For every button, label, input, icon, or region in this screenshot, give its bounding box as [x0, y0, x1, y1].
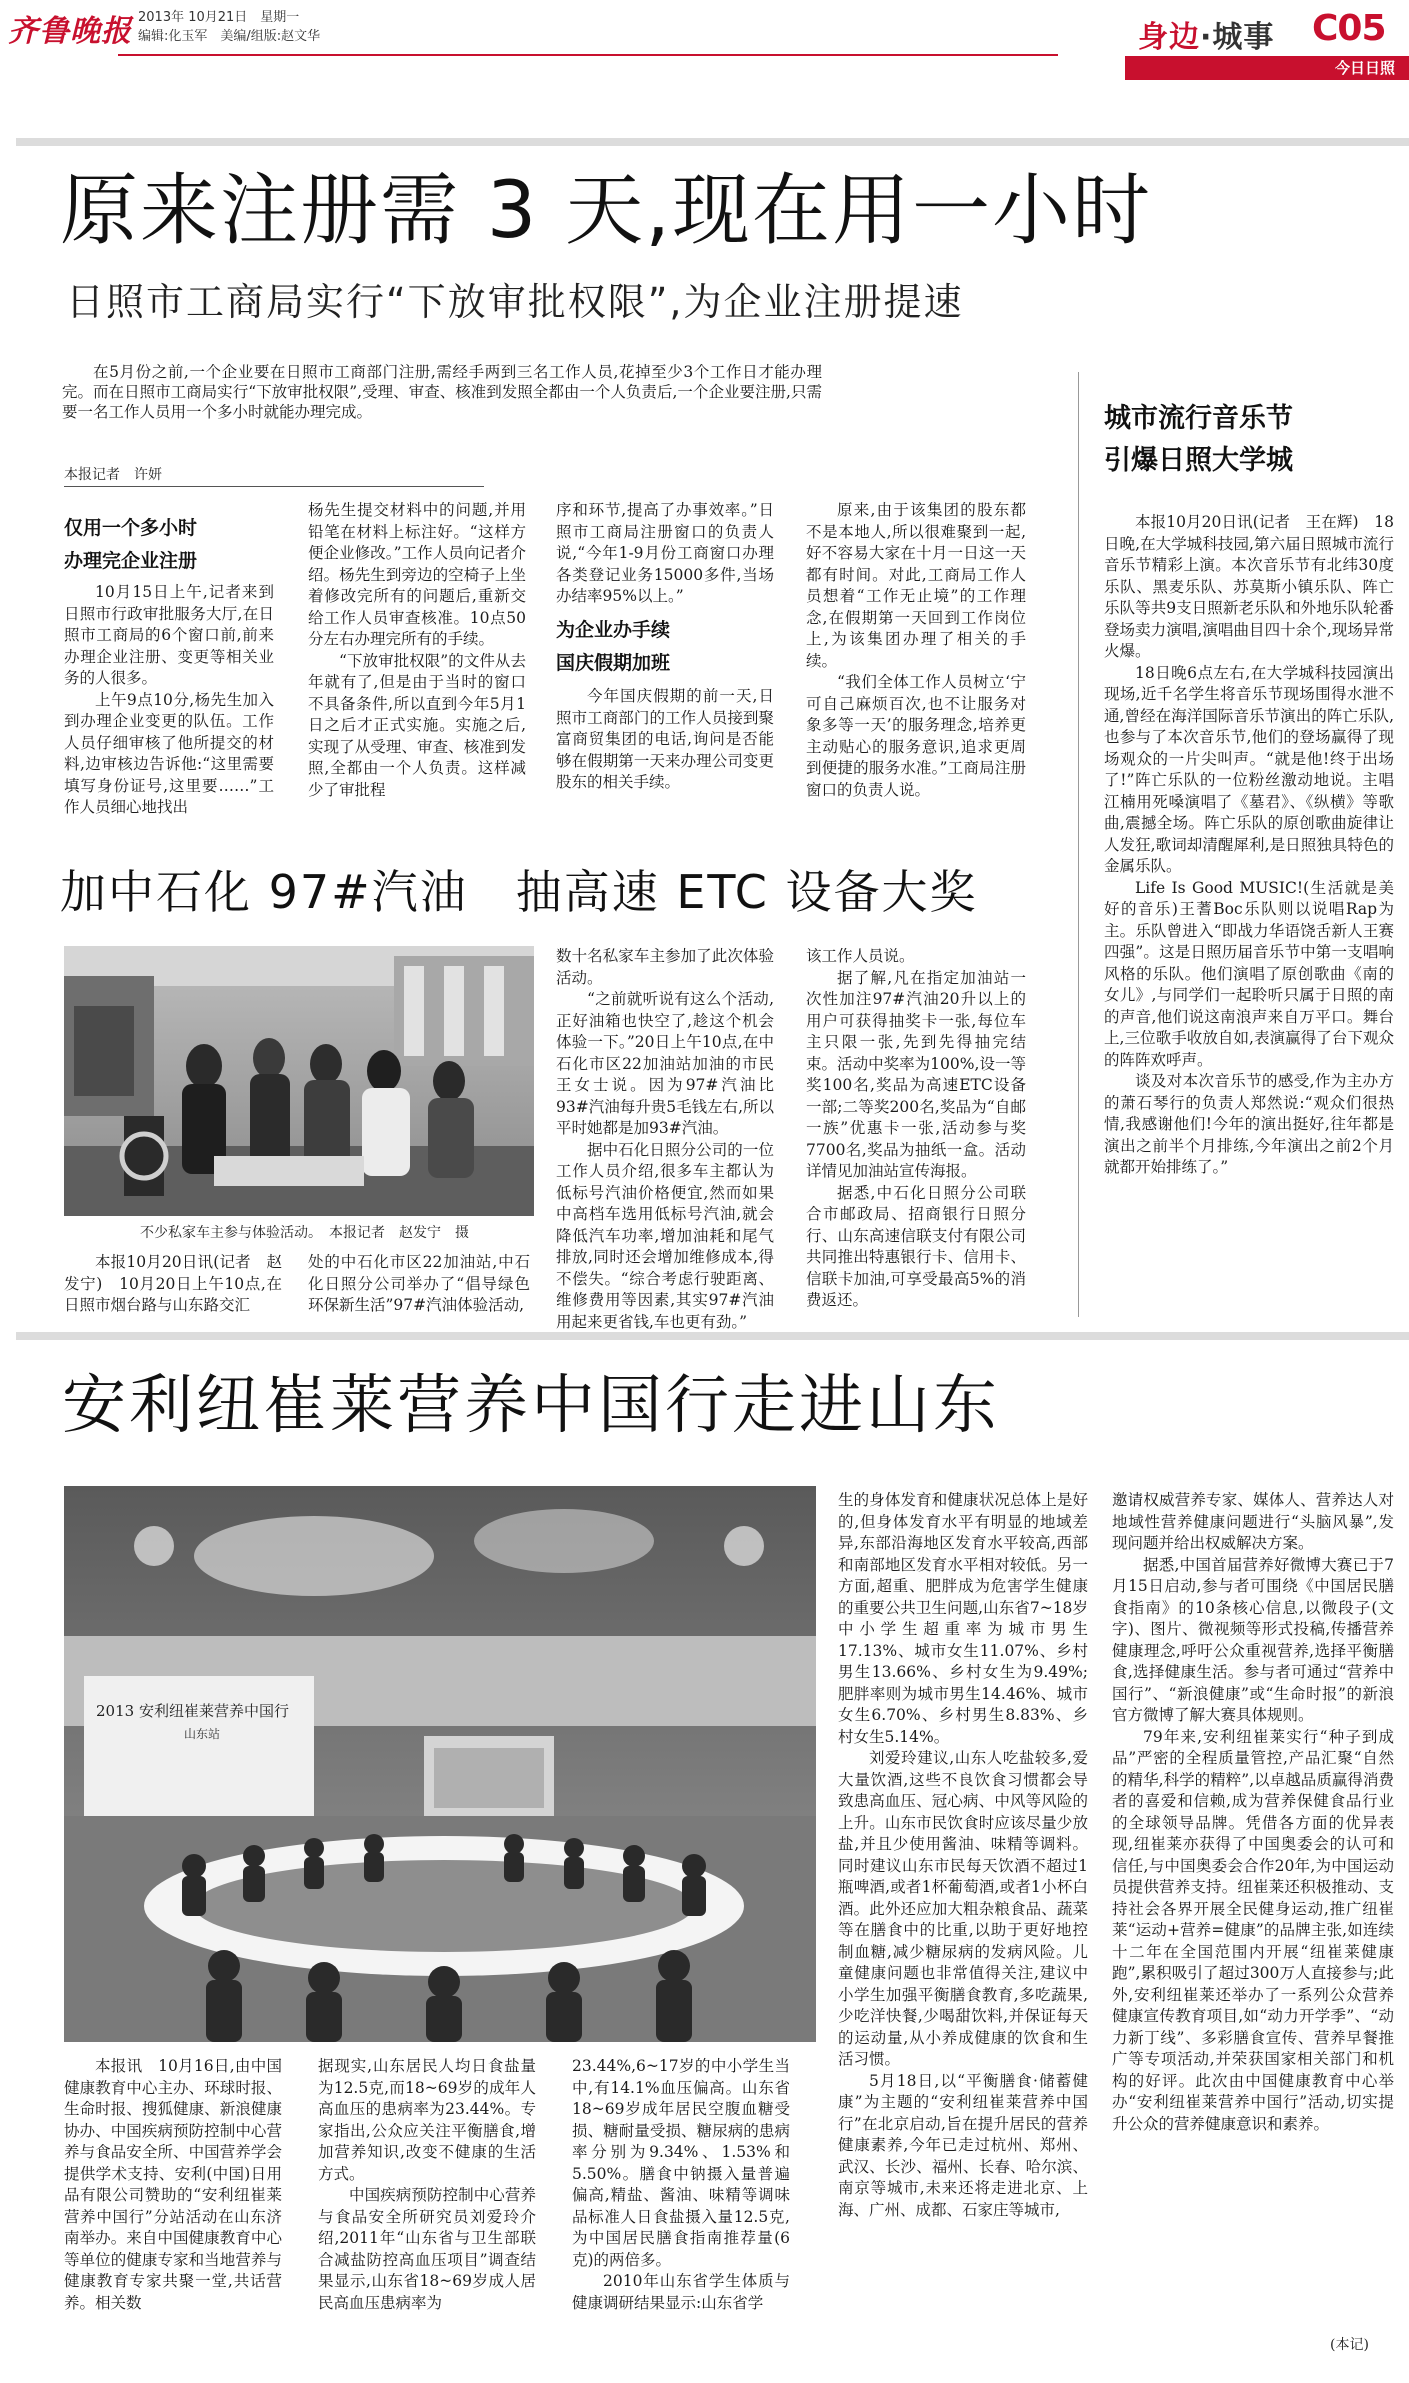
subhead1-line1: 仅用一个多小时: [64, 517, 198, 539]
subhead1-line2: 办理完企业注册: [64, 550, 198, 572]
article1-col2: [308, 500, 526, 812]
article3-col1: [64, 2056, 282, 2326]
paragraph: 邀请权威营养专家、媒体人、营养达人对地域性营养健康问题进行“头脑风暴”,发现问题并给出权威解决方案。: [1112, 1491, 1394, 1552]
paragraph: “我们全体工作人员树立‘宁可自己麻烦百次,也不让服务对象多等一天’的服务理念,培养更主动贴心的服务意识,追求更周到便捷的服务水准。”工商局注册窗口的负责人说。: [806, 673, 1026, 799]
paragraph: 据了解,凡在指定加油站一次性加注97#汽油20升以上的用户可获得抽奖卡一张,每位车主只限一张,先到先得抽完结束。活动中奖率为100%,设一等奖100名,奖品为高速ETC设备一部;二等奖200名,奖品为“自邮一族”优惠卡一张,活动参与奖7700名,奖品为抽纸一盒。活动详情见加油站宣传海报。: [806, 968, 1026, 1180]
conference-banner-text: 2013 安利纽崔莱营养中国行: [96, 1702, 289, 1720]
paragraph: Life Is Good MUSIC!(生活就是美好的音乐)王蓍Boc乐队则以说唱Rap为主。乐队曾进入“即战力华语饶舌新人王赛四强”。这是日照历届音乐节中第一支唱响风格的乐队。他们演唱了原创歌曲《南的女儿》,与同学们一起聆听只属于日照的南的声音,他们说这南浪声来自万平口。舞台上,三位歌手收放自如,表演赢得了台下观众的阵阵欢呼声。: [1104, 878, 1394, 1069]
paragraph: 数十名私家车主参加了此次体验活动。: [556, 947, 774, 987]
paragraph: 2010年山东省学生体质与健康调研结果显示:山东省学: [572, 2272, 790, 2312]
article2-photo: [64, 946, 534, 1216]
article1-lead-text: 在5月份之前,一个企业要在日照市工商部门注册,需经手两到三名工作人员,花掉至少3个工作日才能办理完。而在日照市工商局实行“下放审批权限”,受理、审查、核准到发照全都由一个人负责后,一个企业要注册,只需要一名工作人员用一个多小时就能办理完成。: [62, 363, 822, 421]
paragraph: “之前就听说有这么个活动,正好油箱也快空了,趁这个机会体验一下。”20日上午10点,在中石化市区22加油站加油的市民王女士说。因为97#汽油比93#汽油每升贵5毛钱左右,所以平时她都是加93#汽油。: [556, 990, 774, 1137]
issue-date: 2013年 10月21日 星期一: [138, 10, 300, 25]
paragraph: 处的中石化市区22加油站,中石化日照分公司举办了“倡导绿色环保新生活”97#汽油体验活动,: [308, 1253, 530, 1314]
paragraph: 刘爱玲建议,山东人吃盐较多,爱大量饮酒,这些不良饮食习惯都会导致患高血压、冠心病、中风等风险的上升。山东市民饮食时应该尽量少放盐,并且少使用酱油、味精等调料。同时建议山东市民每天饮酒不超过1瓶啤酒,或者1杯葡萄酒,或者1小杯白酒。此外还应加大粗杂粮食品、蔬菜等在膳食中的比重,以助于更好地控制血糖,减少糖尿病的发病风险。儿童健康问题也非常值得关注,建议中小学生加强平衡膳食教育,多吃蔬果,少吃洋快餐,少喝甜饮料,并保证每天的运动量,从小养成健康的饮食和生活习惯。: [838, 1749, 1088, 2068]
article1-subtitle: 日照市工商局实行“下放审批权限”,为企业注册提速: [66, 280, 964, 324]
paragraph: 谈及对本次音乐节的感受,作为主办方的萧石琴行的负责人郑然说:“观众们很热情,我感谢他们!今年的演出挺好,往年都是演出之前半个月排练,今年演出之前2个月就都开始排练了。”: [1104, 1072, 1394, 1176]
section-name: [1138, 12, 1274, 56]
section-dot: ·: [1200, 20, 1213, 55]
paragraph: 据现实,山东居民人均日食盐量为12.5克,而18~69岁的成年人高血压的患病率为23.44%。专家指出,公众应关注平衡膳食,增加营养知识,改变不健康的生活方式。: [318, 2057, 536, 2183]
sidebar-title-line1: 城市流行音乐节: [1104, 403, 1293, 434]
paragraph: 本报10月20日讯(记者 赵发宁) 10月20日上午10点,在日照市烟台路与山东路交汇: [64, 1253, 282, 1314]
section-sub: 城事: [1212, 20, 1275, 55]
paragraph: 杨先生提交材料中的问题,并用铅笔在材料上标注好。“这样方便企业修改。”工作人员向记者介绍。杨先生到旁边的空椅子上坐着修改完所有的问题后,重新交给工作人员审查核准。10点50分左右办理完所有的手续。: [308, 501, 526, 648]
sidebar-body: [1104, 512, 1394, 1318]
article2-col4: [806, 946, 1026, 1318]
paragraph: “下放审批权限”的文件从去年就有了,但是由于当时的窗口不具备条件,所以直到今年5月1日之后才正式实施。实施之后,实现了从受理、审查、核准到发照,全都由一个人负责。这样减少了审批程: [308, 651, 526, 799]
section-divider: [16, 138, 1409, 146]
paragraph: 据悉,中国首届营养好微博大赛已于7月15日启动,参与者可围绕《中国居民膳食指南》的10条核心信息,以微段子(文字)、图片、微视频等形式投稿,传播营养健康理念,呼吁公众重视营养,选择平衡膳食,选择健康生活。参与者可通过“营养中国行”、“新浪健康”或“生命时报”的新浪官方微博了解大赛具体规则。: [1112, 1555, 1394, 1724]
paragraph: 上午9点10分,杨先生加入到办理企业变更的队伍。工作人员仔细审核了他所提交的材料,边审核边告诉他:“这里需要填写身份证号,这里要……”工作人员细心地找出: [64, 690, 274, 816]
sub-section-tag: 今日日照: [1125, 56, 1409, 80]
sidebar-rule: [1078, 372, 1079, 1317]
article2-col3: [556, 946, 774, 1331]
article3-col2: [318, 2056, 536, 2326]
section-divider: [16, 1332, 1409, 1340]
article3-photo: [64, 1486, 816, 2042]
paragraph: 据中石化日照分公司的一位工作人员介绍,很多车主都认为低标号汽油价格便宜,然而如果中高档车选用低标号汽油,就会降低汽车功率,增加油耗和尾气排放,同时还会增加维修成本,得不偿失。“综合考虑行驶距离、维修费用等因素,其实97#汽油用起来更省钱,车也更有劲。”: [556, 1140, 774, 1331]
paragraph: 该工作人员说。: [806, 947, 915, 965]
paragraph: 18日晚6点左右,在大学城科技园演出现场,近千名学生将音乐节现场围得水泄不通,曾经在海洋国际音乐节演出的阵亡乐队,也参与了本次音乐节,他们的登场赢得了现场观众的一片尖叫声。“就是他!终于出场了!”阵亡乐队的一位粉丝激动地说。主唱江楠用死嗓演唱了《墓君》、《纵横》等歌曲,震撼全场。阵亡乐队的原创歌曲旋律让人发狂,歌词却清醒犀利,是日照独具特色的金属乐队。: [1104, 663, 1394, 875]
paragraph: 序和环节,提高了办事效率。”日照市工商局注册窗口的负责人说,“今年1-9月份工商窗口办理各类登记业务15000多件,当场办结率95%以上。”: [556, 501, 774, 605]
article3-sign: (本记): [1330, 2337, 1369, 2353]
article2-col1: [64, 1252, 282, 1318]
article1-byline: 本报记者 许妍: [64, 464, 484, 487]
paragraph: 23.44%,6~17岁的中小学生当中,有14.1%血压偏高。山东省18~69岁成年居民空腹血糖受损、糖耐量受损、糖尿病的患病率分别为9.34%、1.53%和5.50%。膳食中钠摄入量普遍偏高,精盐、酱油、味精等调味品标准人日食盐摄入量12.5克,为中国居民膳食指南推荐量(6克)的两倍多。: [572, 2057, 790, 2269]
issue-info: [138, 8, 320, 46]
article3-col5: [1112, 1490, 1394, 2326]
paragraph: 今年国庆假期的前一天,日照市工商部门的工作人员接到聚富商贸集团的电话,询问是否能够在假期第一天来办理公司变更股东的相关手续。: [556, 687, 774, 791]
article1-col4: [806, 500, 1026, 812]
article1-subhead1: [64, 512, 284, 578]
conference-banner-subtext: 山东站: [184, 1727, 221, 1741]
subhead2-line2: 国庆假期加班: [556, 652, 671, 674]
article3-title: 安利纽崔莱营养中国行走进山东: [62, 1369, 1000, 1443]
paragraph: 生的身体发育和健康状况总体上是好的,但身体发育水平有明显的地域差异,东部沿海地区发育水平较高,西部和南部地区发育水平相对较低。另一方面,超重、肥胖成为危害学生健康的重要公共卫生问题,山东省7~18岁中小学生超重率为城市男生17.13%、城市女生11.07%、乡村男生13.66%、乡村女生为9.49%;肥胖率则为城市男生14.46%、城市女生6.70%、乡村男生8.83%、乡村女生5.14%。: [838, 1491, 1088, 1746]
article1-lead: [62, 362, 822, 422]
paragraph: 本报讯 10月16日,由中国健康教育中心主办、环球时报、生命时报、搜狐健康、新浪健康协办、中国疾病预防控制中心营养与食品安全所、中国营养学会提供学术支持、安利(中国)日用品有限公司赞助的“安利纽崔莱营养中国行”分站活动在山东济南举办。来自中国健康教育中心等单位的健康专家和当地营养与健康教育专家共聚一堂,共话营养。相关数: [64, 2057, 282, 2312]
article2-title: 加中石化 97#汽油 抽高速 ETC 设备大奖: [60, 865, 978, 919]
article3-col3: [572, 2056, 790, 2326]
paragraph: 10月15日上午,记者来到日照市行政审批服务大厅,在日照市工商局的6个窗口前,前来办理企业注册、变更等相关业务的人很多。: [64, 583, 274, 687]
paragraph: 本报10月20日讯(记者 王在辉) 18日晚,在大学城科技园,第六届日照城市流行音乐节精彩上演。本次音乐节有北纬30度乐队、黑麦乐队、苏莫斯小镇乐队、阵亡乐队等共9支日照新老乐队和外地乐队轮番登场卖力演唱,演唱曲目四十余个,现场异常火爆。: [1104, 513, 1394, 660]
article1-col1: [64, 582, 274, 816]
section-main: 身边: [1138, 20, 1200, 55]
article1-subhead2: [556, 614, 776, 680]
article1-col3b: [556, 686, 774, 812]
subhead2-line1: 为企业办手续: [556, 619, 671, 641]
article2-col2: [308, 1252, 530, 1318]
sidebar-title: [1104, 398, 1394, 482]
editor-credits: 编辑:化玉军 美编/组版:赵文华: [138, 29, 321, 44]
sidebar-title-line2: 引爆日照大学城: [1104, 445, 1293, 476]
paragraph: 79年来,安利纽崔莱实行“种子到成品”严密的全程质量管控,产品汇聚“自然的精华,科学的精粹”,以卓越品质赢得消费者的喜爱和信赖,成为营养保健食品行业的全球领导品牌。凭借各方面的优异表现,纽崔莱亦获得了中国奥委会的认可和信任,与中国奥委会合作20年,为中国运动员提供营养支持。纽崔莱还积极推动、支持社会各界开展全民健身运动,推广纽崔莱“运动+营养=健康”的品牌主张,如连续十二年在全国范围内开展“纽崔莱健康跑”,累积吸引了超过300万人直接参与;此外,安利纽崔莱还举办了一系列公众营养健康宣传教育项目,如“动力开学季”、“动力新丁线”、多彩膳食宣传、营养早餐推广等专项活动,并荣获国家相关部门和机构的好评。此次由中国健康教育中心举办“安利纽崔莱营养中国行”活动,切实提升公众的营养健康意识和素养。: [1112, 1727, 1394, 2133]
paragraph: 中国疾病预防控制中心营养与食品安全所研究员刘爱玲介绍,2011年“山东省与卫生部联合减盐防控高血压项目”调查结果显示,山东省18~69岁成人居民高血压患病率为: [318, 2186, 536, 2312]
paragraph: 据悉,中石化日照分公司联合市邮政局、招商银行日照分行、山东高速信联支付有限公司共同推出特惠银行卡、信用卡、信联卡加油,可享受最高5%的消费返还。: [806, 1183, 1026, 1309]
paragraph: 原来,由于该集团的股东都不是本地人,所以很难聚到一起,好不容易大家在十月一日这一天都有时间。对此,工商局工作人员想着“工作无止境”的工作理念,在假期第一天回到工作岗位上,为该集团办理了相关的手续。: [806, 501, 1026, 670]
page-number: C05: [1312, 8, 1386, 49]
gas-station-scene: [64, 946, 534, 1216]
article1-col3: [556, 500, 774, 605]
article2-photo-caption: 不少私家车主参与体验活动。 本报记者 赵发宁 摄: [140, 1225, 469, 1241]
header-rule: [118, 54, 1058, 56]
paragraph: 5月18日,以“平衡膳食·储蓄健康”为主题的“安利纽崔莱营养中国行”在北京启动,旨在提升居民的营养健康素养,今年已走过杭州、郑州、武汉、长沙、福州、长春、哈尔滨、南京等城市,未来还将走进北京、上海、广州、成都、石家庄等城市,: [838, 2071, 1088, 2219]
newspaper-logo: 齐鲁晚报: [8, 14, 132, 49]
conference-scene: [64, 1486, 816, 2042]
article3-col4: [838, 1490, 1088, 2326]
article1-title: 原来注册需 3 天,现在用一小时: [60, 166, 1153, 256]
